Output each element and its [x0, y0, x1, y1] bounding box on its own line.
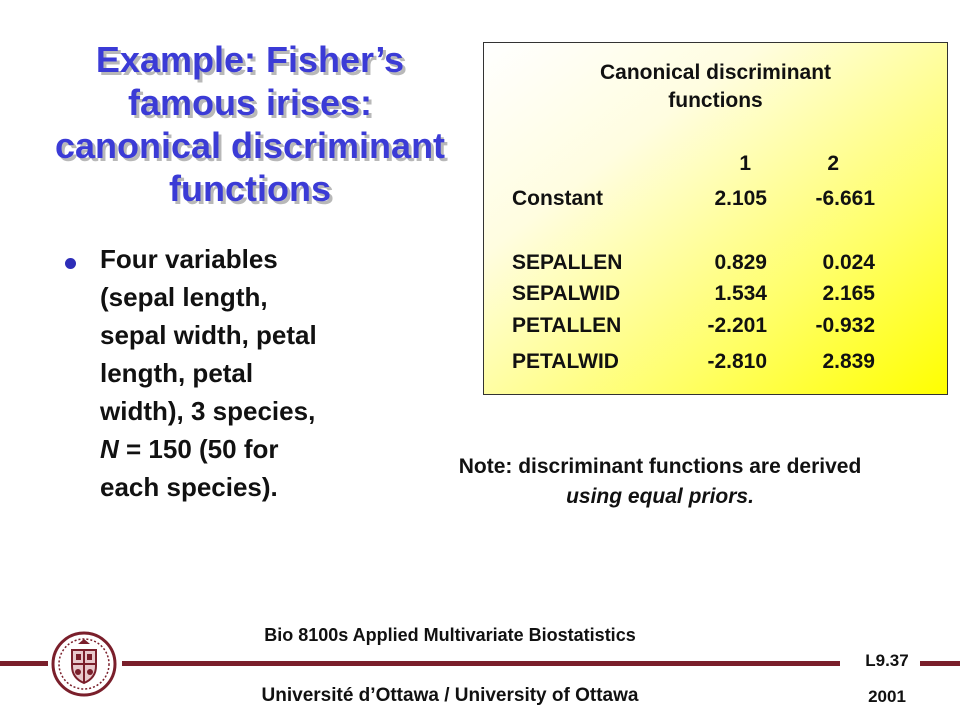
bullet-line-6 [100, 430, 390, 468]
column-header-1: 1 [739, 152, 751, 175]
row-value-sepallen-2: 0.024 [822, 251, 875, 274]
title-line-4: functions [169, 168, 331, 209]
footer-bar-left [0, 661, 48, 666]
bullet-line-1: Four variables [100, 244, 278, 274]
row-label-sepallen: SEPALLEN [512, 251, 623, 274]
title-line-3: canonical discriminant [54, 125, 446, 166]
n-rest: = 150 (50 for [118, 434, 279, 464]
table-title-line-1: Canonical discriminant [599, 61, 832, 84]
row-value-petalwid-1: -2.810 [707, 350, 767, 373]
bullet-line-2: (sepal length, [100, 282, 268, 312]
row-label-sepalwid: SEPALWID [512, 282, 621, 305]
title-line-2: famous irises: [127, 82, 373, 123]
footer-bar-middle [122, 661, 840, 666]
coefficient-table-box [483, 42, 948, 395]
slide-number: L9.37 [865, 651, 909, 670]
bullet-line-7: each species). [100, 472, 278, 502]
university-name: Université d’Ottawa / University of Ottawa [261, 685, 639, 706]
note-line-2: using equal priors. [566, 485, 754, 508]
row-value-sepallen-1: 0.829 [714, 251, 767, 274]
row-value-petallen-2: -0.932 [815, 314, 875, 337]
title-line-1: Example: Fisher’s [95, 39, 405, 80]
row-value-constant-2: -6.661 [815, 187, 875, 210]
row-label-constant: Constant [512, 187, 603, 210]
table-title-line-2: functions [668, 89, 763, 112]
coefficient-table [484, 43, 947, 394]
slide-title [20, 38, 480, 210]
bullet-dot-icon [65, 258, 76, 269]
note-line-1: Note: discriminant functions are derived [458, 455, 862, 478]
row-value-constant-1: 2.105 [714, 187, 767, 210]
row-value-petalwid-2: 2.839 [822, 350, 875, 373]
bullet-line-3: sepal width, petal [100, 320, 317, 350]
footer-bar-right [920, 661, 960, 666]
bullet-line-5: width), 3 species, [100, 396, 316, 426]
year-label: 2001 [868, 687, 906, 706]
column-header-2: 2 [827, 152, 839, 175]
row-label-petalwid: PETALWID [512, 350, 619, 373]
row-label-petallen: PETALLEN [512, 314, 622, 337]
course-name: Bio 8100s Applied Multivariate Biostatistics [264, 625, 636, 645]
row-value-petallen-1: -2.201 [707, 314, 767, 337]
note-text [380, 452, 940, 512]
bullet-line-4: length, petal [100, 358, 254, 388]
bullet-text [100, 240, 390, 506]
row-value-sepalwid-1: 1.534 [714, 282, 767, 305]
row-value-sepalwid-2: 2.165 [822, 282, 875, 305]
university-crest-icon [50, 630, 118, 698]
n-symbol: N [100, 434, 119, 464]
